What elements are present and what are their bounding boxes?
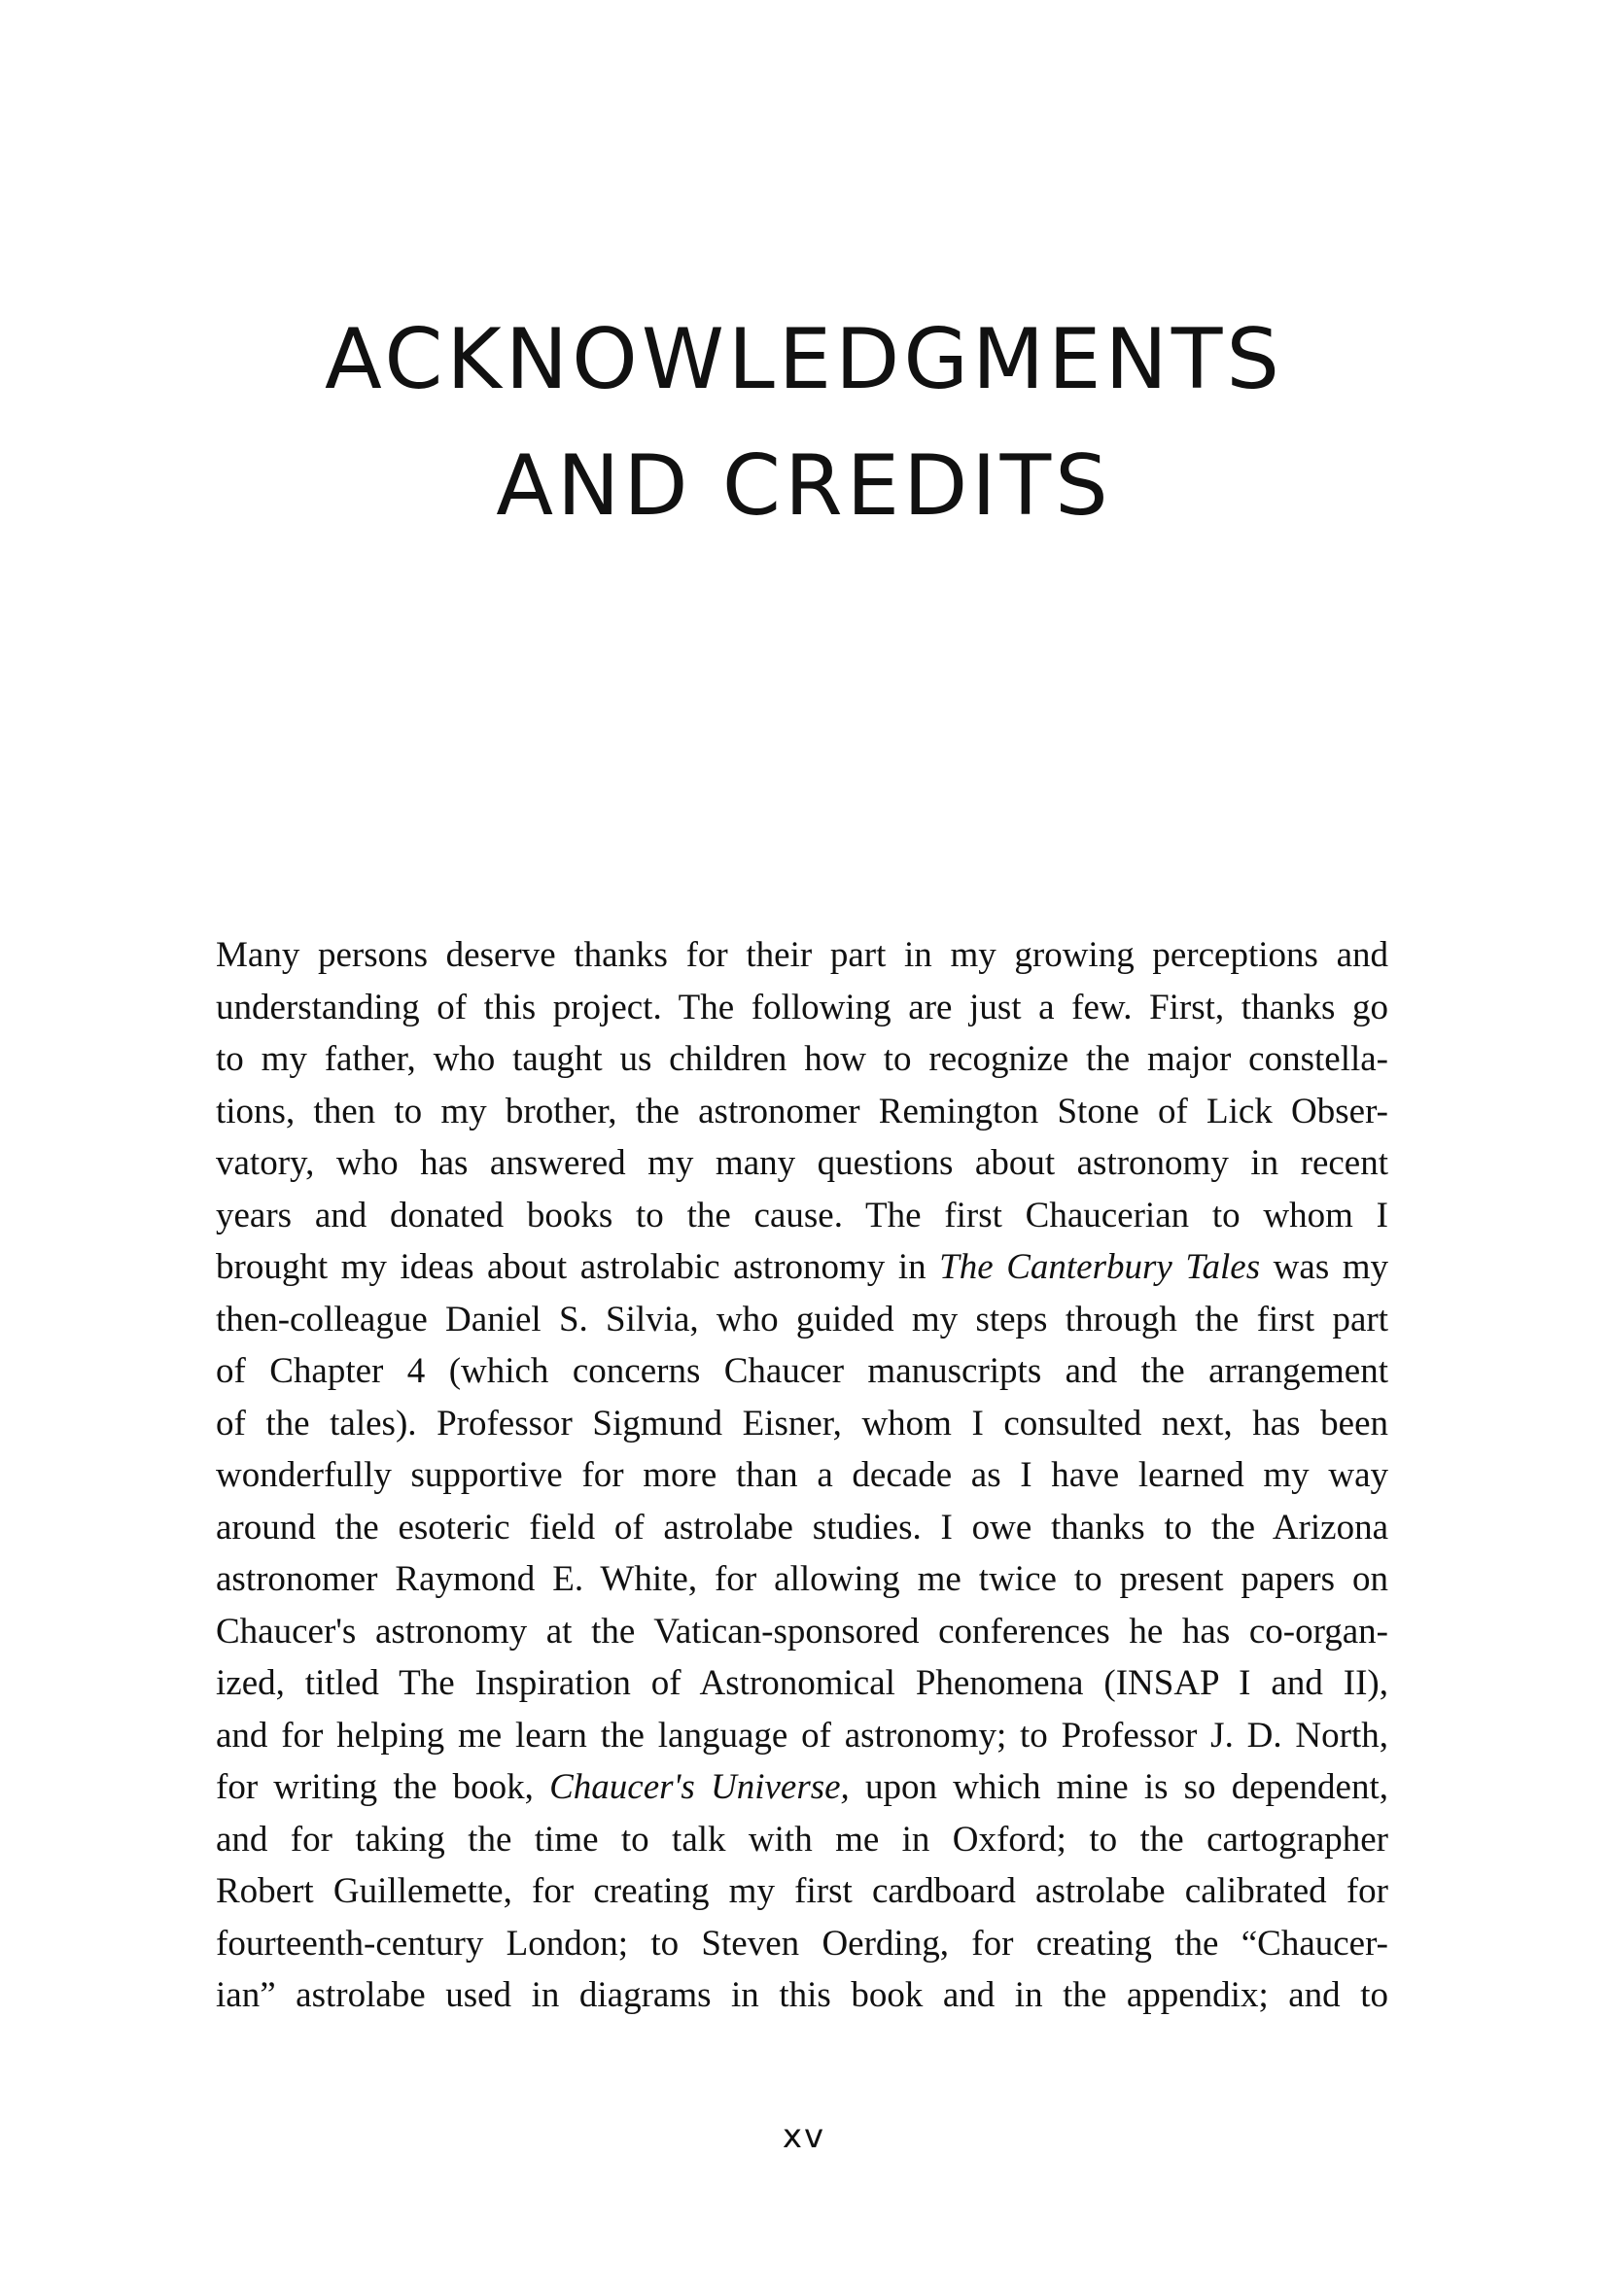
paragraph-line: ized, titled The Inspiration of Astronomical Phenomena (INSAP I and II),: [216, 1663, 1388, 1703]
paragraph-line: tions, then to my brother, the astronomer Remington Stone of Lick Obser-: [216, 1091, 1388, 1131]
paragraph-line: Many persons deserve thanks for their part in my growing perceptions and: [216, 935, 1388, 975]
line-text: brought my ideas about astrolabic astronomy in: [216, 1247, 926, 1287]
paragraph-line: years and donated books to the cause. The first Chaucerian to whom I: [216, 1195, 1388, 1235]
paragraph-line: astronomer Raymond E. White, for allowing me twice to present papers on: [216, 1559, 1388, 1599]
chapter-title-line-1: ACKNOWLEDGMENTS: [325, 311, 1283, 408]
paragraph-line: [216, 1761, 1388, 1814]
paragraph-line: and for taking the time to talk with me in Oxford; to the cartographer: [216, 1819, 1388, 1860]
paragraph-line: Chaucer's astronomy at the Vatican-sponsored conferences he has co-organ-: [216, 1611, 1388, 1652]
line-text: for writing the book,: [216, 1767, 534, 1807]
paragraph-line: around the esoteric field of astrolabe studies. I owe thanks to the Arizona: [216, 1507, 1388, 1548]
page-number: xv: [782, 2117, 826, 2156]
paragraph-line: wonderfully supportive for more than a decade as I have learned my way: [216, 1455, 1388, 1495]
paragraph-line: [216, 1241, 1388, 1294]
acknowledgments-paragraph: [216, 929, 1388, 2022]
paragraph-line: ian” astrolabe used in diagrams in this book and in the appendix; and to: [216, 1975, 1388, 2015]
paragraph-line: and for helping me learn the language of astronomy; to Professor J. D. North,: [216, 1715, 1388, 1756]
book-title-italic: The Canterbury Tales: [939, 1247, 1261, 1287]
line-text: was my: [1273, 1247, 1389, 1287]
paragraph-line: to my father, who taught us children how to recognize the major constella-: [216, 1039, 1388, 1079]
paragraph-line: Robert Guillemette, for creating my first cardboard astrolabe calibrated for: [216, 1871, 1388, 1911]
line-text: upon which mine is so dependent,: [864, 1767, 1388, 1807]
paragraph-line: fourteenth-century London; to Steven Oerding, for creating the “Chaucer-: [216, 1923, 1388, 1964]
chapter-title-line-2: AND CREDITS: [496, 437, 1112, 535]
paragraph-line: vatory, who has answered my many questions about astronomy in recent: [216, 1143, 1388, 1183]
paragraph-line: of Chapter 4 (which concerns Chaucer manuscripts and the arrangement: [216, 1351, 1388, 1391]
paragraph-line: of the tales). Professor Sigmund Eisner, whom I consulted next, has been: [216, 1403, 1388, 1444]
paragraph-line: understanding of this project. The following are just a few. First, thanks go: [216, 987, 1388, 1027]
paragraph-line: then-colleague Daniel S. Silvia, who guided my steps through the first part: [216, 1299, 1388, 1339]
book-title-italic: Chaucer's Universe,: [549, 1767, 850, 1807]
